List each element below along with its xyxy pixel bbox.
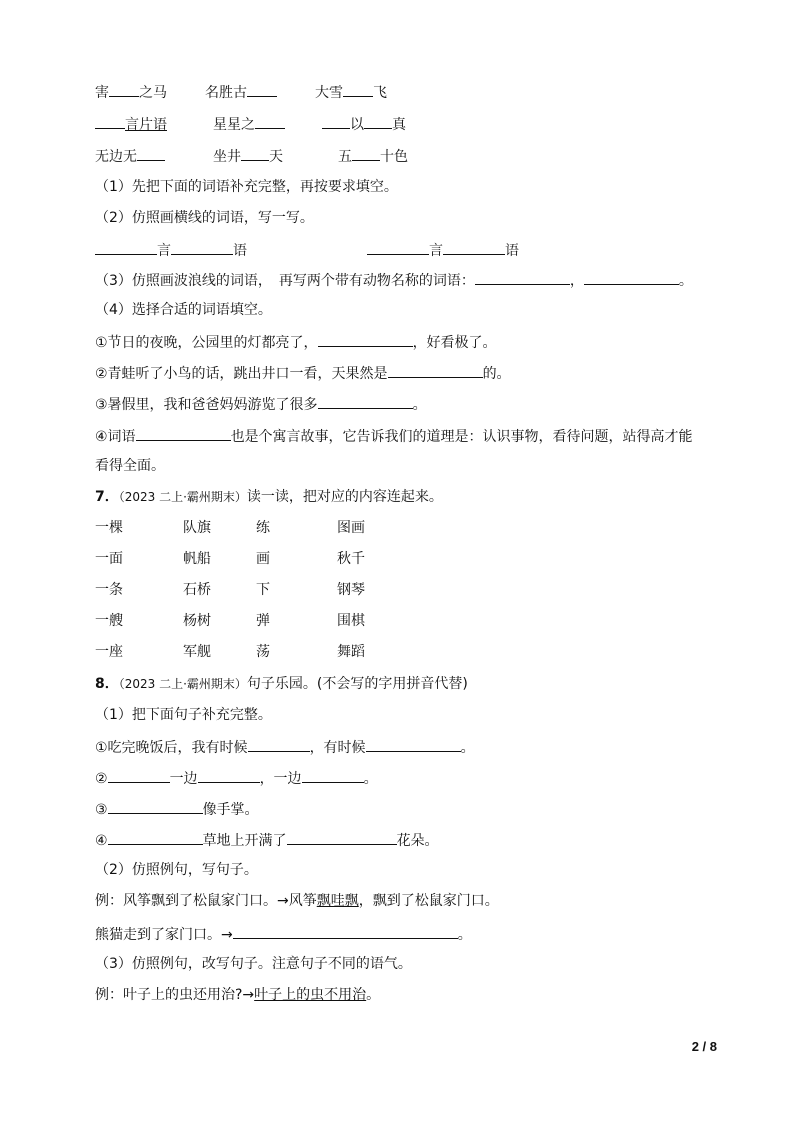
idiom-text: 十色 xyxy=(380,149,408,165)
blank[interactable] xyxy=(584,269,679,285)
item-text: ②青蛙听了小鸟的话，跳出井口一看，天果然是 xyxy=(95,366,388,382)
q6-sub2: （2）仿照画横线的词语，写一写。 xyxy=(95,210,314,226)
match-c2[interactable]: 石桥 xyxy=(183,582,211,598)
item-text: ，一边 xyxy=(259,771,302,787)
blank[interactable] xyxy=(443,239,505,255)
idiom-row-2 xyxy=(95,113,167,135)
blank[interactable] xyxy=(343,81,373,97)
match-c4[interactable]: 钢琴 xyxy=(337,582,365,598)
q6-item1 xyxy=(95,331,497,353)
blank[interactable] xyxy=(302,767,364,783)
blank[interactable] xyxy=(198,767,260,783)
blank[interactable] xyxy=(109,81,139,97)
sub3-text: （3）仿照画波浪线的词语， 再写两个带有动物名称的词语： xyxy=(95,273,475,289)
item-text: ② xyxy=(95,771,108,787)
q8-item1 xyxy=(95,736,475,758)
char-yu: 语 xyxy=(233,243,247,259)
practice-text: 熊猫走到了家门口。→ xyxy=(95,927,233,943)
practice-text: 。 xyxy=(457,927,472,943)
char-yu: 语 xyxy=(505,243,519,259)
item-text: 草地上开满了 xyxy=(202,833,287,849)
match-c1[interactable]: 一座 xyxy=(95,644,123,660)
blank[interactable] xyxy=(318,331,413,347)
match-c4[interactable]: 围棋 xyxy=(337,613,365,629)
item-text: ④词语 xyxy=(95,429,136,445)
match-c1[interactable]: 一面 xyxy=(95,551,123,567)
q6-write-row xyxy=(95,239,247,261)
idiom-text: 以 xyxy=(350,117,364,133)
blank[interactable] xyxy=(171,239,233,255)
q8-practice1 xyxy=(95,923,472,945)
blank[interactable] xyxy=(364,113,392,129)
idiom-text: 天 xyxy=(269,149,283,165)
blank[interactable] xyxy=(475,269,570,285)
blank[interactable] xyxy=(108,767,170,783)
q8-sub1: （1）把下面句子补充完整。 xyxy=(95,707,272,723)
q6-write-row-b xyxy=(367,239,519,261)
q8-sub3: （3）仿照例句，改写句子。注意句子不同的语气。 xyxy=(95,956,412,972)
idiom-text: 飞 xyxy=(373,85,387,101)
match-c2[interactable]: 杨树 xyxy=(183,613,211,629)
blank[interactable] xyxy=(233,923,458,939)
q6-item4 xyxy=(95,425,693,447)
char-yan: 言 xyxy=(157,243,171,259)
idiom-text: 星星之 xyxy=(213,117,255,133)
q6-item3 xyxy=(95,393,427,415)
item-text: ，有时候 xyxy=(309,740,366,756)
idiom-text: 五 xyxy=(338,149,352,165)
blank[interactable] xyxy=(137,145,165,161)
question-number: 7． xyxy=(95,489,119,505)
item-text: 一边 xyxy=(169,771,198,787)
q8-header xyxy=(95,674,468,694)
comma: ， xyxy=(569,273,584,289)
match-c2[interactable]: 军舰 xyxy=(183,644,211,660)
blank[interactable] xyxy=(322,113,350,129)
match-c4[interactable]: 舞蹈 xyxy=(337,644,365,660)
underlined-idiom: 言片语 xyxy=(125,117,167,133)
idiom-row-2c xyxy=(322,113,406,135)
idiom-row-1b xyxy=(205,81,277,103)
blank[interactable] xyxy=(108,798,203,814)
q6-sub3 xyxy=(95,269,693,291)
blank[interactable] xyxy=(366,736,461,752)
match-c1[interactable]: 一条 xyxy=(95,582,123,598)
example-text: ，飘到了松鼠家门口。 xyxy=(358,893,499,909)
blank[interactable] xyxy=(95,113,125,129)
blank[interactable] xyxy=(95,239,157,255)
match-c4[interactable]: 图画 xyxy=(337,520,365,536)
example-text: 例：叶子上的虫还用治?→ xyxy=(95,987,255,1003)
item-text: ④ xyxy=(95,833,108,849)
match-c3[interactable]: 画 xyxy=(256,551,270,567)
blank[interactable] xyxy=(287,829,397,845)
item-text: ，好看极了。 xyxy=(412,335,497,351)
match-c3[interactable]: 弹 xyxy=(256,613,270,629)
q6-item2 xyxy=(95,362,511,384)
blank[interactable] xyxy=(247,81,277,97)
item-text: 也是个寓言故事，它告诉我们的道理是：认识事物，看待问题，站得高才能 xyxy=(230,429,693,445)
q7-header xyxy=(95,487,443,507)
example-underline: 飘哇飘 xyxy=(316,893,359,909)
q8-sub2: （2）仿照例句，写句子。 xyxy=(95,862,258,878)
item-text: 花朵。 xyxy=(396,833,439,849)
idiom-text: 真 xyxy=(392,117,406,133)
match-c1[interactable]: 一棵 xyxy=(95,520,123,536)
idiom-text: 名胜古 xyxy=(205,85,247,101)
blank[interactable] xyxy=(352,145,380,161)
idiom-row-3b xyxy=(213,145,283,167)
question-source: （2023 二上·霸州期末） xyxy=(118,677,247,691)
blank[interactable] xyxy=(318,393,413,409)
blank[interactable] xyxy=(241,145,269,161)
idiom-row-3 xyxy=(95,145,165,167)
idiom-text: 大雪 xyxy=(315,85,343,101)
match-c1[interactable]: 一艘 xyxy=(95,613,123,629)
q8-example2 xyxy=(95,985,380,1005)
item-text: ①节日的夜晚，公园里的灯都亮了， xyxy=(95,335,318,351)
item-text: 像手掌。 xyxy=(202,802,259,818)
q8-item2 xyxy=(95,767,378,789)
match-c3[interactable]: 下 xyxy=(256,582,270,598)
q8-item3 xyxy=(95,798,259,820)
idiom-row-1c xyxy=(315,81,387,103)
example-underline: 叶子上的虫不用治 xyxy=(254,987,367,1003)
match-c3[interactable]: 荡 xyxy=(256,644,270,660)
blank[interactable] xyxy=(367,239,429,255)
blank[interactable] xyxy=(108,829,203,845)
blank[interactable] xyxy=(388,362,483,378)
match-c4[interactable]: 秋千 xyxy=(337,551,365,567)
idiom-row-2b xyxy=(213,113,285,135)
q6-sub4: （4）选择合适的词语填空。 xyxy=(95,302,272,318)
item-text: ③ xyxy=(95,802,108,818)
match-c3[interactable]: 练 xyxy=(256,520,270,536)
question-number: 8． xyxy=(95,676,119,692)
blank[interactable] xyxy=(136,425,231,441)
period: 。 xyxy=(678,273,693,289)
q8-example1 xyxy=(95,891,499,911)
blank[interactable] xyxy=(255,113,285,129)
question-source: （2023 二上·霸州期末） xyxy=(118,490,247,504)
match-c2[interactable]: 帆船 xyxy=(183,551,211,567)
example-text: 。 xyxy=(366,987,381,1003)
example-text: 例：风筝飘到了松鼠家门口。→风筝 xyxy=(95,893,317,909)
page-number: 2 / 8 xyxy=(691,1039,717,1054)
idiom-row-3c xyxy=(338,145,408,167)
idiom-text: 无边无 xyxy=(95,149,137,165)
q6-item4-cont: 看得全面。 xyxy=(95,458,165,474)
item-text: 。 xyxy=(460,740,475,756)
question-text: 读一读，把对应的内容连起来。 xyxy=(246,489,443,505)
idiom-row-1 xyxy=(95,81,167,103)
idiom-text: 害 xyxy=(95,85,109,101)
q8-item4 xyxy=(95,829,439,851)
item-text: ①吃完晚饭后，我有时候 xyxy=(95,740,248,756)
item-text: 的。 xyxy=(482,366,511,382)
idiom-text: 坐井 xyxy=(213,149,241,165)
idiom-text: 之马 xyxy=(139,85,167,101)
blank[interactable] xyxy=(248,736,310,752)
q6-sub1: （1）先把下面的词语补充完整，再按要求填空。 xyxy=(95,179,398,195)
item-text: 。 xyxy=(363,771,378,787)
item-text: 。 xyxy=(412,397,427,413)
item-text: ③暑假里，我和爸爸妈妈游览了很多 xyxy=(95,397,318,413)
match-c2[interactable]: 队旗 xyxy=(183,520,211,536)
char-yan: 言 xyxy=(429,243,443,259)
question-text: 句子乐园。(不会写的字用拼音代替) xyxy=(246,676,468,692)
